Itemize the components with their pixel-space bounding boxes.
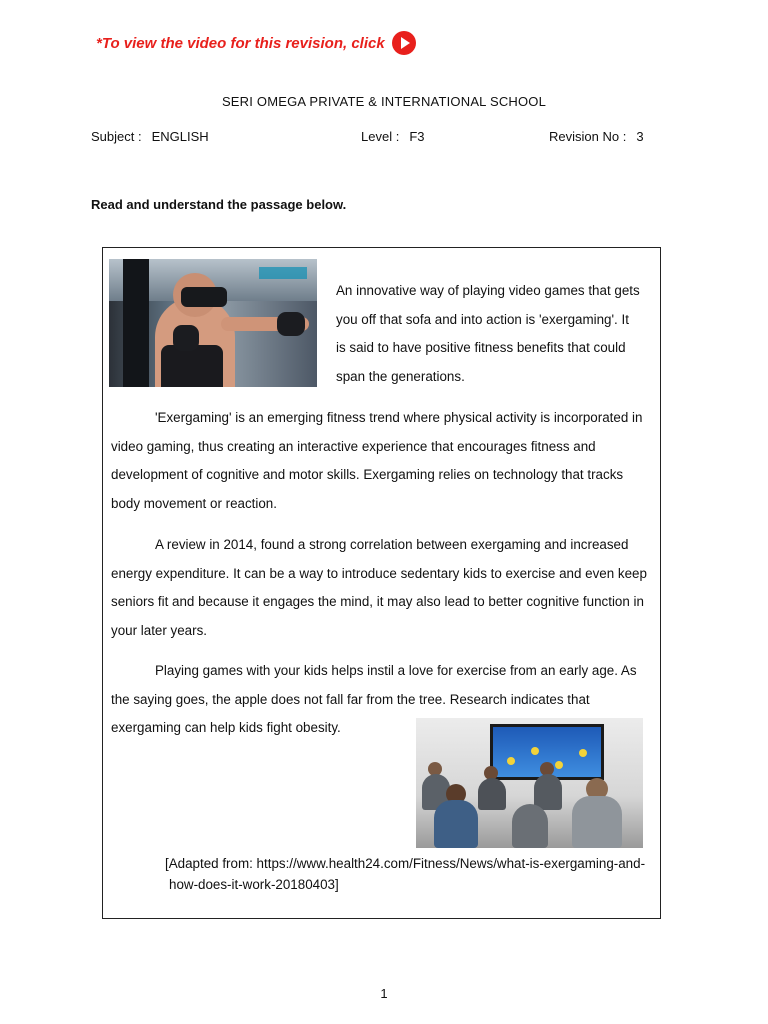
subject-label: Subject :	[91, 129, 142, 144]
subject-field	[91, 129, 209, 144]
vr-boxing-photo	[109, 259, 317, 387]
passage-box	[102, 247, 661, 919]
revision-field	[549, 129, 644, 144]
paragraph-1	[111, 404, 653, 518]
intro-line: An innovative way of playing video games that gets	[336, 283, 640, 298]
paragraph-3-text: Playing games with your kids helps instil a love for exercise from an early age. As the saying goes, the apple does not fall far from the tree. Research indicates that exergaming can help kids fight obesity.	[111, 663, 637, 735]
level-label: Level :	[361, 129, 400, 144]
subject-value: ENGLISH	[151, 129, 209, 144]
video-revision-link[interactable]	[96, 31, 416, 55]
source-citation: [Adapted from: https://www.health24.com/Fitness/News/what-is-exergaming-and-how-does-it-work-20180403]	[165, 856, 646, 892]
page-number: 1	[380, 986, 388, 1001]
revision-label: Revision No :	[549, 129, 627, 144]
video-link-text: *To view the video for this revision, click	[96, 34, 385, 52]
revision-value: 3	[636, 129, 644, 144]
paragraph-2	[111, 531, 653, 645]
intro-line: span the generations.	[336, 368, 465, 384]
level-field	[361, 129, 424, 144]
paragraph-2-text: A review in 2014, found a strong correlation between exergaming and increased energy expenditure. It can be a way to introduce sedentary kids to exercise and even keep seniors fit and because it engages the mind, it may also lead to better cognitive function in your later years.	[111, 537, 647, 638]
level-value: F3	[409, 129, 425, 144]
instruction-text: Read and understand the passage below.	[91, 197, 347, 212]
school-name: SERI OMEGA PRIVATE & INTERNATIONAL SCHOOL	[221, 94, 547, 109]
intro-line: you off that sofa and into action is 'exergaming'. It	[336, 311, 629, 327]
paragraph-1-text: 'Exergaming' is an emerging fitness trend where physical activity is incorporated in video gaming, thus creating an interactive experience that encourages fitness and development of cognitive and motor skills. Exergaming relies on technology that tracks body movement or reaction.	[111, 410, 643, 511]
play-icon[interactable]	[392, 31, 416, 55]
intro-line: is said to have positive fitness benefits that could	[336, 340, 626, 355]
intro-paragraph	[336, 277, 656, 391]
paragraph-3	[111, 657, 653, 743]
